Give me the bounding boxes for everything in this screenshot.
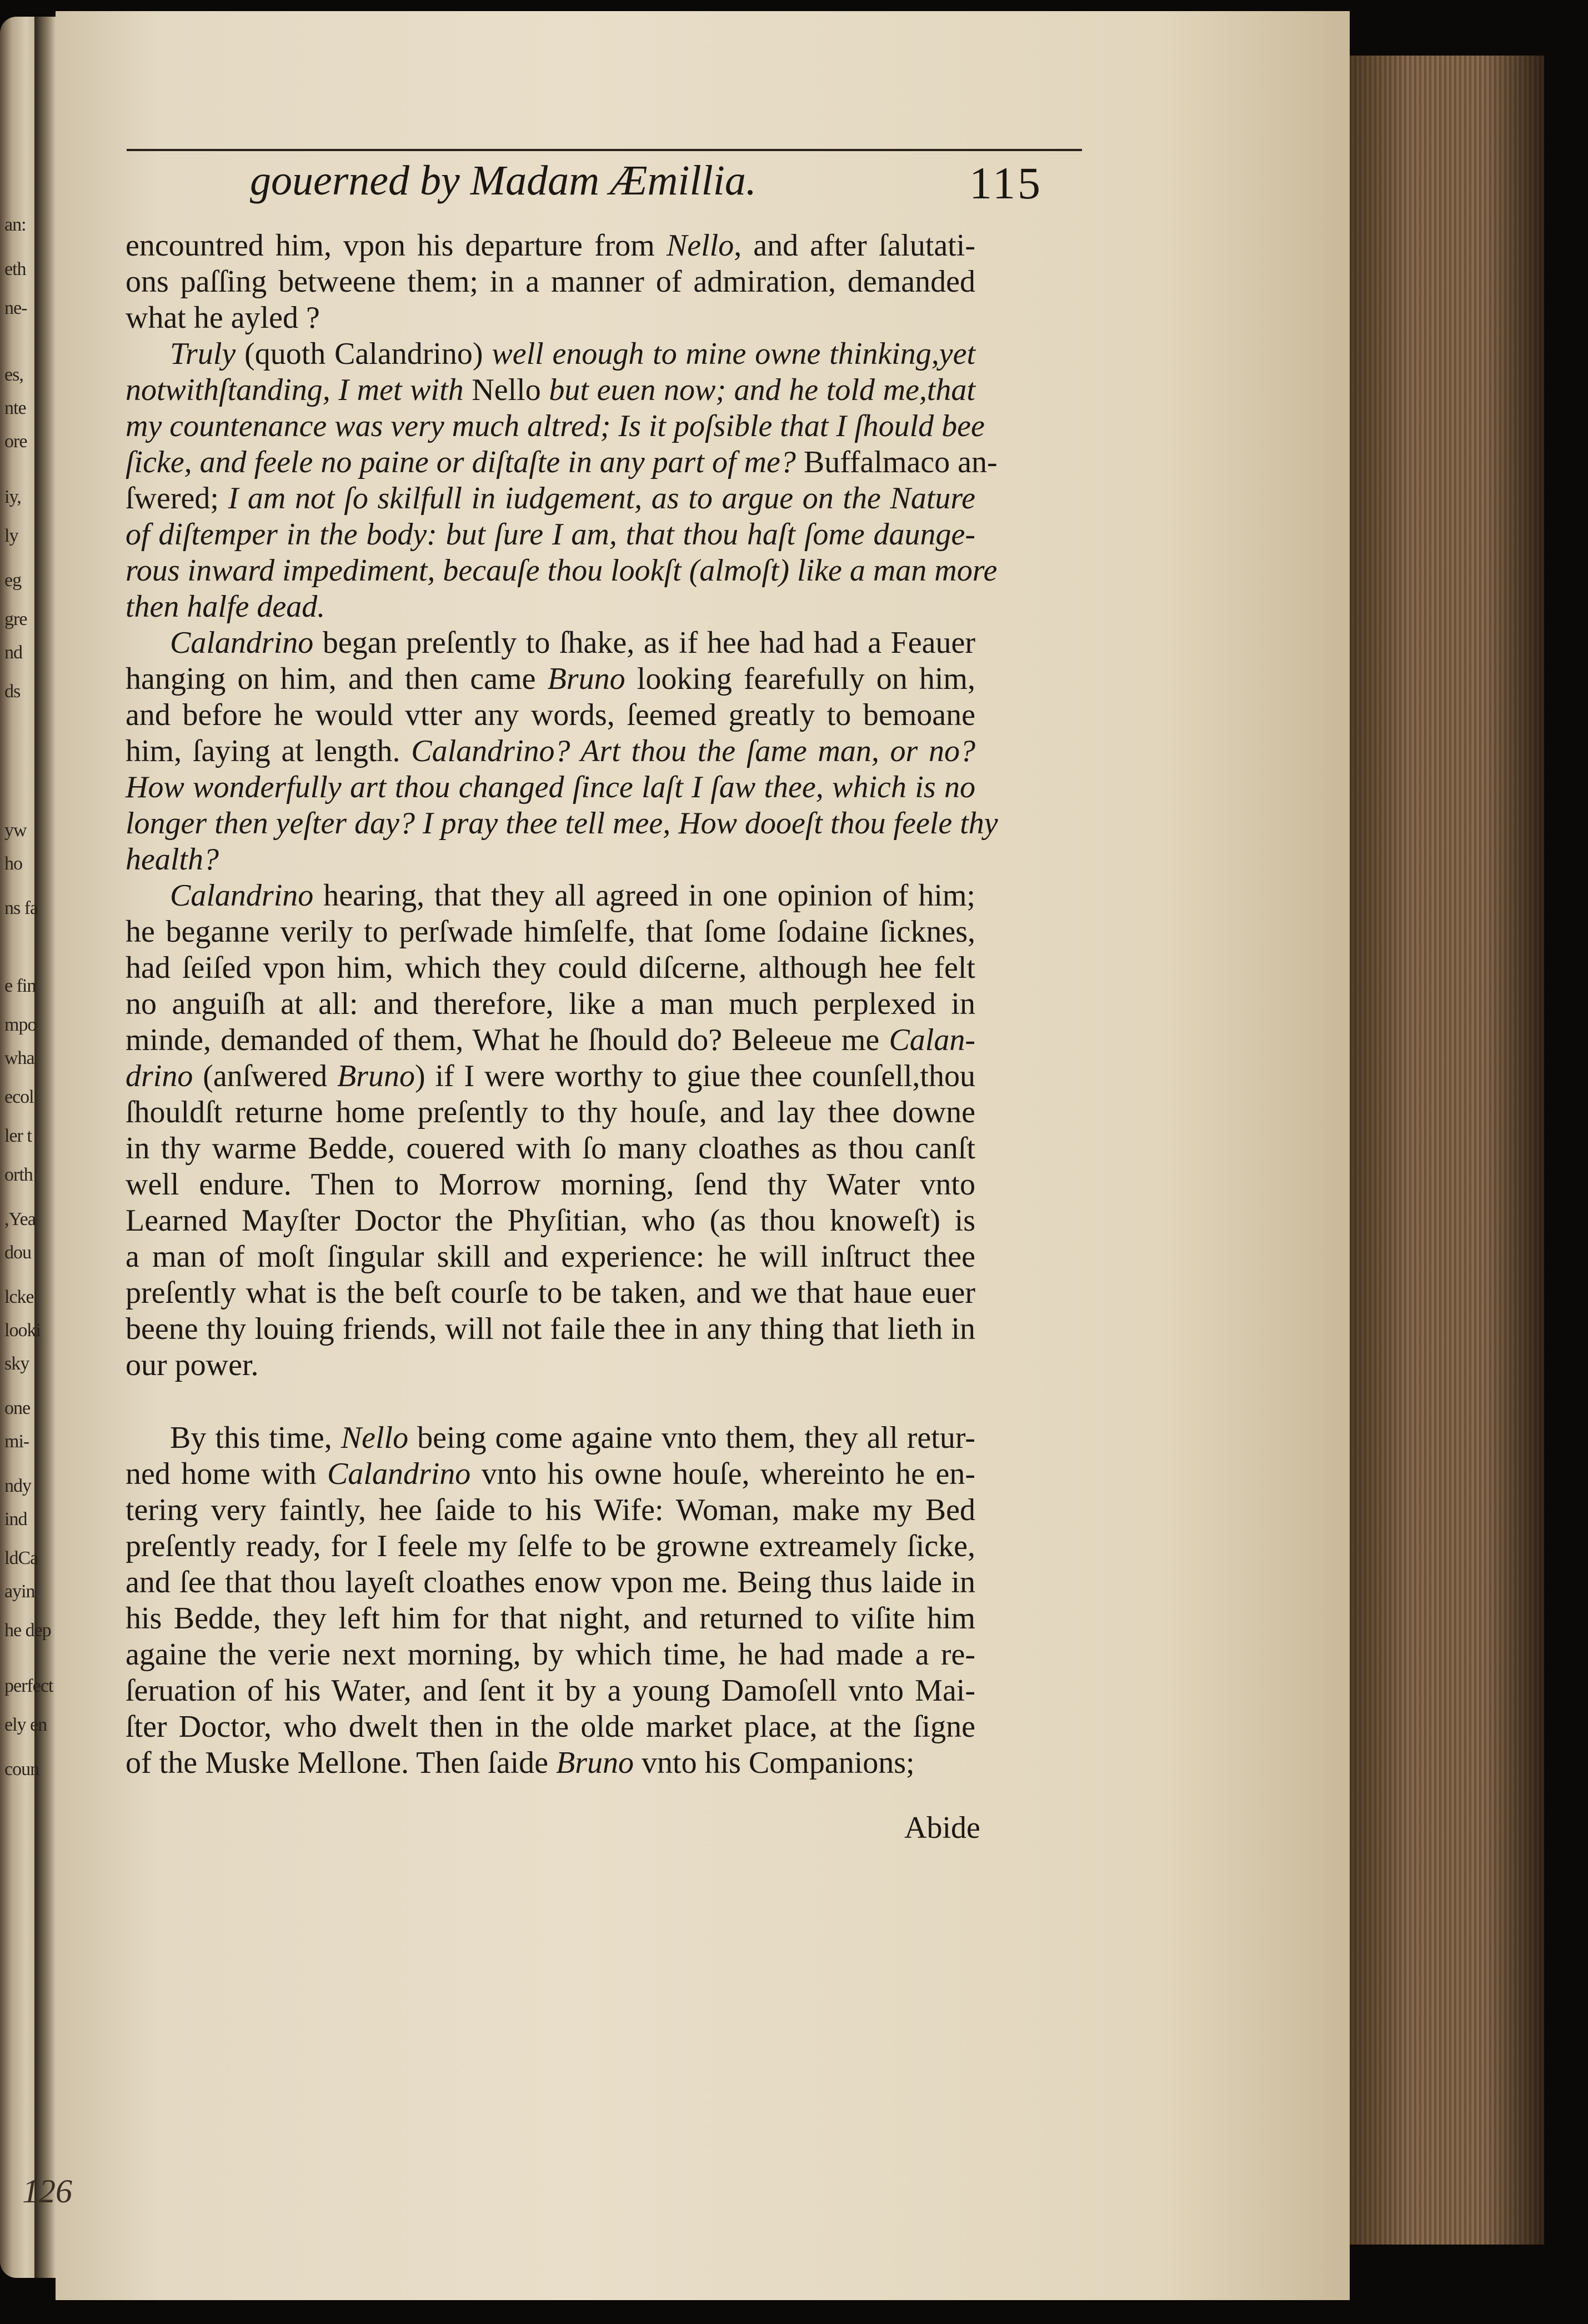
italic-text: of diſtemper in the body: but ſure I am, that thou haſt ſome daunge- xyxy=(126,517,975,552)
text-line xyxy=(126,553,998,589)
facing-page-fragment: one xyxy=(4,1398,31,1418)
text-line xyxy=(126,1022,975,1058)
italic-text: Calandrino? Art thou the ſame man, or no? xyxy=(411,734,975,768)
fore-edge-shadow xyxy=(1350,56,1544,2245)
facing-page-fragment: ecol xyxy=(4,1087,34,1107)
italic-text: health? xyxy=(126,842,219,877)
roman-text: (quoth Calandrino) xyxy=(236,337,492,371)
facing-page-fragment: yw xyxy=(4,820,27,841)
roman-text: Buffalmaco an- xyxy=(795,445,998,479)
italic-text: Calan- xyxy=(889,1023,975,1057)
text-line xyxy=(126,300,975,336)
text-line xyxy=(126,1601,975,1637)
facing-page-fragment: eth xyxy=(4,259,26,279)
roman-text: our power. xyxy=(126,1348,259,1382)
facing-page-fragment: mpo xyxy=(4,1014,37,1035)
italic-text: Bruno xyxy=(547,662,625,696)
facing-page-fragment: ns fa xyxy=(4,898,38,918)
facing-page-fragment: nte xyxy=(4,398,26,418)
italic-text: How wonderfully art thou changed ſince laſt I ſaw thee, which is no xyxy=(126,770,975,804)
running-head: gouerned by Madam Æmillia. xyxy=(250,157,757,204)
facing-page-fragment: sky xyxy=(4,1353,29,1374)
roman-text: no anguiſh at all: and therefore, like a man much perplexed in xyxy=(126,987,975,1021)
roman-text: ) if I were worthy to giue thee counſell,thou xyxy=(414,1059,975,1093)
roman-text: Nello xyxy=(472,373,541,407)
text-line xyxy=(126,1203,975,1239)
italic-text: Calandrino xyxy=(327,1457,471,1491)
text-line xyxy=(126,444,998,481)
italic-text: rous inward impediment, becauſe thou lookſt (almoſt) like a man more xyxy=(126,553,998,588)
body-text xyxy=(126,228,998,1781)
roman-text: and ſee that thou layeſt cloathes enow vpon me. Being thus laide in xyxy=(126,1565,975,1600)
roman-text: in thy warme Bedde, couered with ſo many cloathes as thou canſt xyxy=(126,1131,975,1166)
italic-text: Bruno xyxy=(337,1059,415,1093)
facing-page-fragment: iy, xyxy=(4,487,21,507)
roman-text: had ſeiſed vpon him, which they could diſcerne, although hee felt xyxy=(126,951,975,985)
roman-text: againe the verie next morning, by which time, he had made a re- xyxy=(126,1637,975,1672)
text-line xyxy=(126,986,975,1022)
roman-text: began preſently to ſhake, as if hee had had a Feauer xyxy=(313,626,975,660)
facing-page-fragment: ly xyxy=(4,526,18,546)
text-line xyxy=(126,697,975,733)
roman-text: being come againe vnto them, they all retur- xyxy=(408,1421,976,1455)
roman-text: looking fearefully on him, xyxy=(625,662,975,696)
roman-text: of the Muske Mellone. Then ſaide xyxy=(126,1746,557,1780)
facing-page-fragment: ndy xyxy=(4,1476,31,1496)
text-line xyxy=(126,1528,975,1565)
roman-text: vnto his Companions; xyxy=(634,1746,915,1780)
text-line xyxy=(126,1347,975,1383)
facing-page-fragment: ely en xyxy=(4,1715,47,1735)
facing-page-text-fragments xyxy=(4,211,54,1989)
roman-text: ſhouldſt returne home preſently to thy houſe, and lay thee downe xyxy=(126,1095,975,1129)
italic-text: Calandrino xyxy=(170,878,314,913)
text-line xyxy=(126,1058,975,1094)
roman-text: , and after ſalutati- xyxy=(734,228,975,263)
text-line xyxy=(126,372,975,408)
roman-text: well endure. Then to Morrow morning, ſend thy Water vnto xyxy=(126,1167,975,1202)
roman-text: a man of moſt ſingular skill and experience: he will inſtruct thee xyxy=(126,1240,975,1274)
facing-page-fragment: he dep xyxy=(4,1620,51,1641)
italic-text: I am not ſo skilfull in iudgement, as to argue on the Nature xyxy=(228,481,975,516)
text-line xyxy=(126,769,975,806)
roman-text: him, ſaying at length. xyxy=(126,734,412,768)
italic-text: Bruno xyxy=(556,1746,634,1780)
text-line xyxy=(126,1492,975,1528)
italic-text: Nello xyxy=(666,228,734,263)
facing-page-fragment: lcke xyxy=(4,1287,34,1307)
roman-text: (anſwered xyxy=(193,1059,337,1093)
italic-text: well enough to mine owne thinking,yet xyxy=(492,337,975,371)
text-line xyxy=(126,914,975,950)
facing-page-fragment: ind xyxy=(4,1509,27,1530)
roman-text: what he ayled ? xyxy=(126,301,320,335)
facing-page-fragment: nd xyxy=(4,642,22,663)
catchword: Abide xyxy=(904,1811,980,1845)
facing-page-fragment: ho xyxy=(4,853,22,874)
facing-page-fragment: dou xyxy=(4,1242,31,1263)
roman-text: Learned Mayſter Doctor the Phyſitian, who (as thou knoweſt) is xyxy=(126,1203,975,1238)
text-line xyxy=(126,1456,975,1492)
roman-text: ſeruation of his Water, and ſent it by a young Damoſell vnto Mai- xyxy=(126,1673,975,1708)
facing-page-fragment: e fin xyxy=(4,976,36,996)
italic-text: my countenance was very much altred; Is it poſsible that I ſhould bee xyxy=(126,409,985,443)
text-line xyxy=(126,517,975,553)
facing-page-fragment: mi- xyxy=(4,1431,29,1452)
text-line xyxy=(126,1167,975,1203)
roman-text: preſently ready, for I feele my ſelfe to be growne extreamely ſicke, xyxy=(126,1529,975,1563)
text-line xyxy=(126,1709,975,1745)
italic-text: then halfe dead. xyxy=(126,589,325,624)
roman-text: and before he would vtter any words, ſeemed greatly to bemoane xyxy=(126,698,975,732)
roman-text: encountred him, vpon his departure from xyxy=(126,228,667,263)
text-line xyxy=(126,589,975,625)
text-line xyxy=(126,481,975,517)
text-line xyxy=(126,228,975,264)
facing-page-fragment: ler t xyxy=(4,1126,32,1146)
italic-text: drino xyxy=(126,1059,193,1093)
roman-text: ſwered; xyxy=(126,481,228,516)
text-line xyxy=(126,733,975,769)
text-line xyxy=(126,1565,975,1601)
text-line xyxy=(126,1420,975,1456)
text-line xyxy=(126,1673,975,1709)
text-line xyxy=(126,1637,975,1673)
roman-text: ſter Doctor, who dwelt then in the olde market place, at the ſigne xyxy=(126,1710,975,1744)
header-rule xyxy=(127,149,1082,151)
facing-page-fragment: wha xyxy=(4,1048,34,1068)
roman-text: By this time, xyxy=(170,1421,341,1455)
text-line xyxy=(126,806,998,842)
roman-text: ons paſſing betweene them; in a manner of admiration, demanded xyxy=(126,264,975,299)
facing-page-fragment: ne- xyxy=(4,298,27,318)
facing-page-fragment: eg xyxy=(4,570,22,591)
roman-text: beene thy louing friends, will not faile thee in any thing that lieth in xyxy=(126,1312,975,1346)
facing-page-fragment: looki xyxy=(4,1320,41,1341)
page-number: 115 xyxy=(969,158,1043,208)
facing-page-fragment: ldCa xyxy=(4,1548,38,1568)
text-line xyxy=(126,950,975,986)
text-line xyxy=(126,1275,975,1311)
facing-page-fragment: orth xyxy=(4,1165,33,1185)
manuscript-page-mark: 126 xyxy=(22,2173,72,2210)
text-line xyxy=(126,264,975,300)
roman-text: vnto his owne houſe, whereinto he en- xyxy=(470,1457,975,1491)
roman-text: tering very faintly, hee ſaide to his Wife: Woman, make my Bed xyxy=(126,1493,975,1527)
italic-text: but euen now; and he told me,that xyxy=(540,373,975,407)
roman-text: preſently what is the beſt courſe to be taken, and we that haue euer xyxy=(126,1276,975,1310)
italic-text: ſicke, and feele no paine or diſtaſte in any part of me? xyxy=(126,445,796,479)
facing-page-fragment: coun xyxy=(4,1759,39,1780)
facing-page-fragment: gre xyxy=(4,609,27,629)
facing-page-fragment: an: xyxy=(4,214,26,235)
facing-page-fragment: es, xyxy=(4,364,23,385)
facing-page-fragment: ,Yea xyxy=(4,1209,36,1230)
facing-page-fragment: ds xyxy=(4,681,21,702)
italic-text: Nello xyxy=(340,1421,409,1455)
facing-page-fragment: perfect xyxy=(4,1676,53,1696)
italic-text: notwithſtanding, I met with xyxy=(126,373,472,407)
text-line xyxy=(126,408,985,444)
roman-text: his Bedde, they left him for that night, and returned to viſite him xyxy=(126,1601,975,1636)
text-line xyxy=(126,1311,975,1347)
text-line xyxy=(126,1239,975,1275)
italic-text: Calandrino xyxy=(170,626,314,660)
text-line xyxy=(126,336,975,372)
roman-text: he beganne verily to perſwade himſelfe, that ſome ſodaine ſicknes, xyxy=(126,914,975,949)
italic-text: Truly xyxy=(170,337,236,371)
text-line xyxy=(126,1745,975,1781)
roman-text: hanging on him, and then came xyxy=(126,662,548,696)
text-line xyxy=(126,1094,975,1131)
roman-text: minde, demanded of them, What he ſhould do? Beleeue me xyxy=(126,1023,889,1057)
text-line xyxy=(126,878,975,914)
roman-text: ned home with xyxy=(126,1457,328,1491)
facing-page-fragment: ayin xyxy=(4,1581,35,1602)
text-line xyxy=(126,842,975,878)
text-line xyxy=(126,661,975,697)
paragraph-gap xyxy=(126,1383,975,1420)
text-line xyxy=(126,625,975,661)
text-line xyxy=(126,1131,975,1167)
italic-text: longer then yeſter day? I pray thee tell mee, How dooeſt thou feele thy xyxy=(126,806,998,841)
roman-text: hearing, that they all agreed in one opinion of him; xyxy=(313,878,975,913)
facing-page-fragment: ore xyxy=(4,431,27,452)
